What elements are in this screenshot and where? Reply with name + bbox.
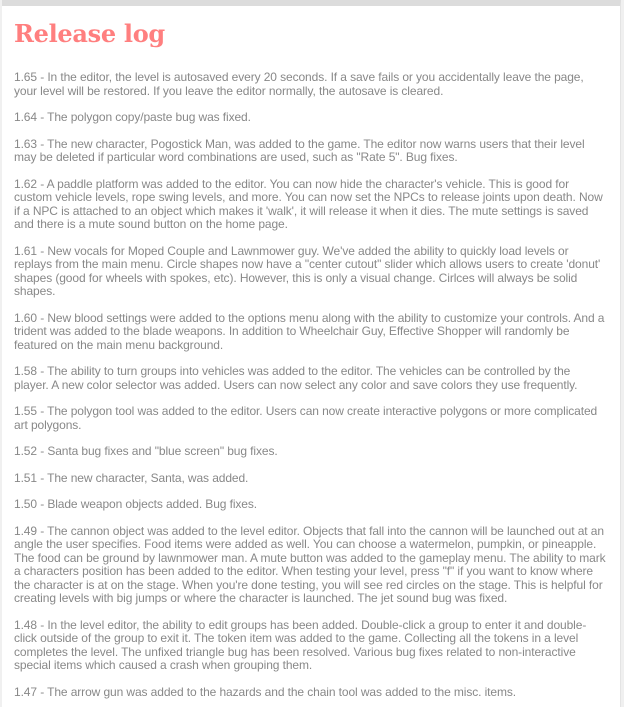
release-entry-1-63: 1.63 - The new character, Pogostick Man, was added to the game. The editor now warns users that their level may be deleted if particular word combinations are used, such as "Rate 5". Bug fixes. <box>14 136 585 164</box>
release-entry-1-58: 1.58 - The ability to turn groups into vehicles was added to the editor. The vehicles can be controlled by the player. A new color selector was added. Users can now select any color and save colors they use frequently. <box>14 364 578 392</box>
release-entry-1-62: 1.62 - A paddle platform was added to the editor. You can now hide the character's vehicle. This is good for custom vehicle levels, rope swing levels, and more. You can now set the NPCs to release joints upon death. Now if a NPC is attached to an object which makes it 'walk', it will release it when it dies. The mute settings is saved and there is a mute sound button on the home page. <box>14 176 603 231</box>
release-entry-1-49: 1.49 - The cannon object was added to the level editor. Objects that fall into the cannon will be launched out at an angle the user specifies. Food items were added as well. You can choose a watermelon, pumpkin, or pineapple. The food can be ground by lawnmower man. A mute button was added to the gameplay menu. The ability to mark a characters position has been added to the editor. When testing your level, press "f" if you want to know where the character is at on the stage. When you're done testing, you will see red circles on the stage. This is helpful for creating levels with big jumps or where the character is launched. The jet sound bug was fixed. <box>14 523 606 605</box>
release-entry-1-65: 1.65 - In the editor, the level is autosaved every 20 seconds. If a save fails or you accidentally leave the page, your level will be restored. If you leave the editor normally, the autosave is cleared. <box>14 70 584 98</box>
release-log-content <box>2 6 620 699</box>
release-log-panel <box>2 0 621 707</box>
release-entry-1-50: 1.50 - Blade weapon objects added. Bug fixes. <box>14 497 258 511</box>
release-entries <box>14 71 608 699</box>
release-entry-1-61: 1.61 - New vocals for Moped Couple and Lawnmower guy. We've added the ability to quickly load levels or replays from the main menu. Circle shapes now have a "center cutout" slider which allows users to create 'donut' shapes (good for wheels with spokes, etc). However, this is only a visual change. Cirlces will always be solid shapes. <box>14 243 601 298</box>
release-entry-1-51: 1.51 - The new character, Santa, was added. <box>14 470 249 485</box>
release-entry-1-60: 1.60 - New blood settings were added to the options menu along with the ability to customize your controls. And a trident was added to the blade weapons. In addition to Wheelchair Guy, Effective Shopper will randomly be featured on the main menu background. <box>14 310 605 352</box>
release-entry-1-55: 1.55 - The polygon tool was added to the editor. Users can now create interactive polygons or more complicated art polygons. <box>14 404 598 432</box>
release-entry-1-52: 1.52 - Santa bug fixes and "blue screen" bug fixes. <box>14 444 278 458</box>
release-entry-1-47: 1.47 - The arrow gun was added to the hazards and the chain tool was added to the misc. items. <box>14 684 517 699</box>
page-title: Release log <box>14 19 165 48</box>
release-entry-1-48: 1.48 - In the level editor, the ability to edit groups has been added. Double-click a group to enter it and double-click outside of the group to exit it. The token item was added to the game. Collecting all the tokens in a level completes the level. The unfixed triangle bug has been resolved. Various bug fixes related to non-interactive special items which caused a crash when grouping them. <box>14 617 587 672</box>
release-entry-1-64: 1.64 - The polygon copy/paste bug was fixed. <box>14 110 251 124</box>
